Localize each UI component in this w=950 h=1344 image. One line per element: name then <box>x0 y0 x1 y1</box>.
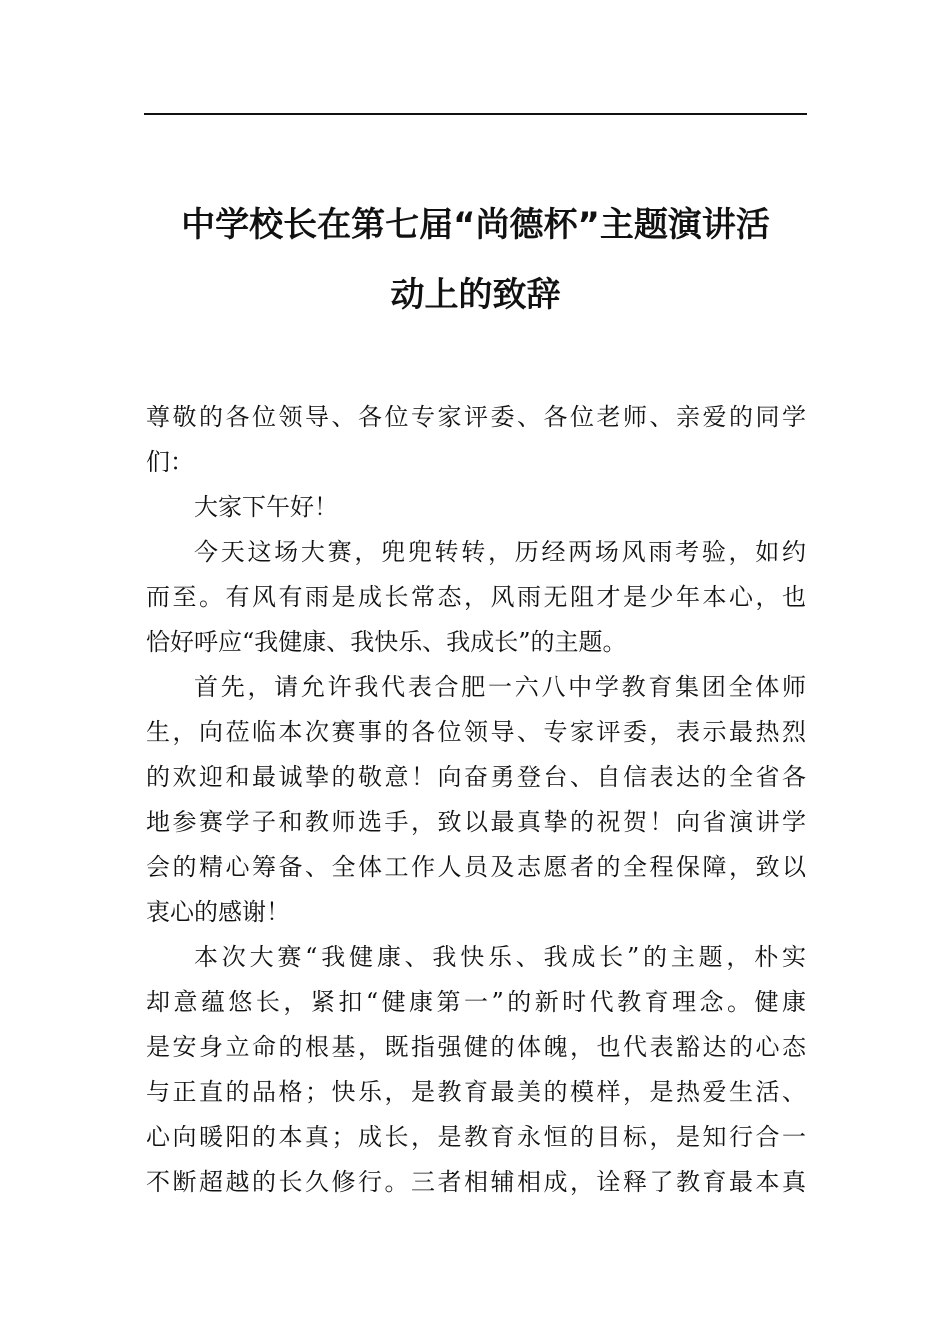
body-text-line: 而至。有风有雨是成长常态，风雨无阻才是少年本心，也 <box>146 583 806 611</box>
body-text-line: 衷心的感谢！ <box>146 898 290 926</box>
body-text-line: 却意蕴悠长，紧扣“健康第一”的新时代教育理念。健康 <box>146 988 806 1016</box>
body-text-line: 恰好呼应“我健康、我快乐、我成长”的主题。 <box>146 628 627 656</box>
body-text-line: 不断超越的长久修行。三者相辅相成，诠释了教育最本真 <box>146 1168 806 1196</box>
body-text-line: 本次大赛“我健康、我快乐、我成长”的主题，朴实 <box>194 943 806 971</box>
body-text-line: 是安身立命的根基，既指强健的体魄，也代表豁达的心态 <box>146 1033 806 1061</box>
body-text-line: 的欢迎和最诚挚的敬意！向奋勇登台、自信表达的全省各 <box>146 763 806 791</box>
body-text-line: 大家下午好！ <box>194 493 338 521</box>
body-text-line: 尊敬的各位领导、各位专家评委、各位老师、亲爱的同学 <box>146 403 806 431</box>
body-text-line: 今天这场大赛，兜兜转转，历经两场风雨考验，如约 <box>194 538 806 566</box>
title-line-2: 动上的致辞 <box>390 275 561 315</box>
body-text-line: 心向暖阳的本真；成长，是教育永恒的目标，是知行合一 <box>146 1123 806 1151</box>
document-body <box>146 395 806 1205</box>
header-divider <box>144 113 807 115</box>
body-text-line: 生，向莅临本次赛事的各位领导、专家评委，表示最热烈 <box>146 718 806 746</box>
body-text-line: 首先，请允许我代表合肥一六八中学教育集团全体师 <box>194 673 806 701</box>
body-text-line: 们： <box>146 448 194 476</box>
document-title <box>144 190 807 330</box>
body-text-line: 与正直的品格；快乐，是教育最美的模样，是热爱生活、 <box>146 1078 806 1106</box>
body-text-line: 地参赛学子和教师选手，致以最真挚的祝贺！向省演讲学 <box>146 808 806 836</box>
title-line-1: 中学校长在第七届“尚德杯”主题演讲活 <box>181 205 770 245</box>
body-text-line: 会的精心筹备、全体工作人员及志愿者的全程保障，致以 <box>146 853 806 881</box>
